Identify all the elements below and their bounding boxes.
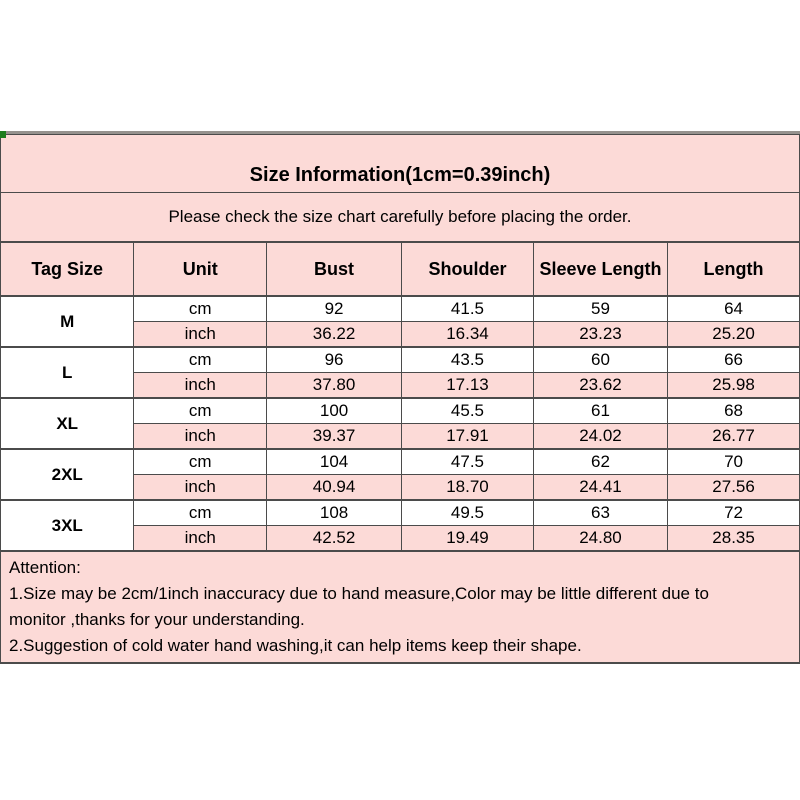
cell-length: 26.77 xyxy=(668,424,800,450)
cell-length: 66 xyxy=(668,347,800,373)
cell-sleeve-length: 24.41 xyxy=(533,475,667,501)
cell-length: 64 xyxy=(668,296,800,322)
cell-shoulder: 49.5 xyxy=(402,500,534,526)
cell-bust: 108 xyxy=(267,500,402,526)
cell-shoulder: 47.5 xyxy=(402,449,534,475)
cell-sleeve-length: 23.23 xyxy=(533,322,667,348)
cell-shoulder: 17.91 xyxy=(402,424,534,450)
header-row xyxy=(1,242,800,296)
cell-sleeve-length: 61 xyxy=(533,398,667,424)
col-header-tag-size: Tag Size xyxy=(1,242,134,296)
unit-cell: inch xyxy=(134,322,267,348)
cell-bust: 100 xyxy=(267,398,402,424)
tag-size-l: L xyxy=(1,347,134,398)
col-header-bust: Bust xyxy=(267,242,402,296)
size-chart-subtitle: Please check the size chart carefully before placing the order. xyxy=(1,193,800,243)
size-table xyxy=(0,134,800,664)
cell-bust: 36.22 xyxy=(267,322,402,348)
cell-length: 72 xyxy=(668,500,800,526)
cell-sleeve-length: 59 xyxy=(533,296,667,322)
cell-shoulder: 16.34 xyxy=(402,322,534,348)
tag-size-2xl: 2XL xyxy=(1,449,134,500)
row-m-cm xyxy=(1,296,800,322)
row-l-cm xyxy=(1,347,800,373)
unit-cell: inch xyxy=(134,526,267,552)
size-chart-title: Size Information(1cm=0.39inch) xyxy=(1,135,800,193)
cell-bust: 40.94 xyxy=(267,475,402,501)
cell-sleeve-length: 24.80 xyxy=(533,526,667,552)
cell-sleeve-length: 24.02 xyxy=(533,424,667,450)
cell-bust: 42.52 xyxy=(267,526,402,552)
cell-length: 68 xyxy=(668,398,800,424)
spreadsheet-corner-artifact xyxy=(0,131,6,138)
unit-cell: inch xyxy=(134,475,267,501)
cell-length: 27.56 xyxy=(668,475,800,501)
row-xl-cm xyxy=(1,398,800,424)
cell-length: 25.20 xyxy=(668,322,800,348)
unit-cell: inch xyxy=(134,424,267,450)
attention-row xyxy=(1,551,800,663)
cell-bust: 92 xyxy=(267,296,402,322)
tag-size-xl: XL xyxy=(1,398,134,449)
attention-heading: Attention: xyxy=(9,558,81,577)
col-header-shoulder: Shoulder xyxy=(402,242,534,296)
row-3xl-cm xyxy=(1,500,800,526)
tag-size-m: M xyxy=(1,296,134,347)
attention-line-1: 1.Size may be 2cm/1inch inaccuracy due to hand measure,Color may be little different due to xyxy=(9,584,709,603)
cell-shoulder: 43.5 xyxy=(402,347,534,373)
cell-sleeve-length: 60 xyxy=(533,347,667,373)
title-row xyxy=(1,135,800,193)
col-header-length: Length xyxy=(668,242,800,296)
cell-shoulder: 19.49 xyxy=(402,526,534,552)
cell-bust: 37.80 xyxy=(267,373,402,399)
row-2xl-cm xyxy=(1,449,800,475)
cell-sleeve-length: 23.62 xyxy=(533,373,667,399)
unit-cell: inch xyxy=(134,373,267,399)
cell-sleeve-length: 62 xyxy=(533,449,667,475)
subtitle-row xyxy=(1,193,800,243)
attention-line-1-cont: monitor ,thanks for your understanding. xyxy=(9,610,305,629)
unit-cell: cm xyxy=(134,296,267,322)
cell-length: 28.35 xyxy=(668,526,800,552)
tag-size-3xl: 3XL xyxy=(1,500,134,551)
unit-cell: cm xyxy=(134,449,267,475)
col-header-sleeve-length: Sleeve Length xyxy=(533,242,667,296)
cell-shoulder: 41.5 xyxy=(402,296,534,322)
cell-bust: 96 xyxy=(267,347,402,373)
unit-cell: cm xyxy=(134,500,267,526)
cell-bust: 104 xyxy=(267,449,402,475)
cell-length: 70 xyxy=(668,449,800,475)
cell-sleeve-length: 63 xyxy=(533,500,667,526)
unit-cell: cm xyxy=(134,398,267,424)
attention-line-2: 2.Suggestion of cold water hand washing,it can help items keep their shape. xyxy=(9,636,582,655)
cell-bust: 39.37 xyxy=(267,424,402,450)
cell-shoulder: 45.5 xyxy=(402,398,534,424)
cell-shoulder: 17.13 xyxy=(402,373,534,399)
cell-shoulder: 18.70 xyxy=(402,475,534,501)
cell-length: 25.98 xyxy=(668,373,800,399)
attention-note xyxy=(1,551,800,663)
size-chart xyxy=(0,131,800,664)
col-header-unit: Unit xyxy=(134,242,267,296)
unit-cell: cm xyxy=(134,347,267,373)
